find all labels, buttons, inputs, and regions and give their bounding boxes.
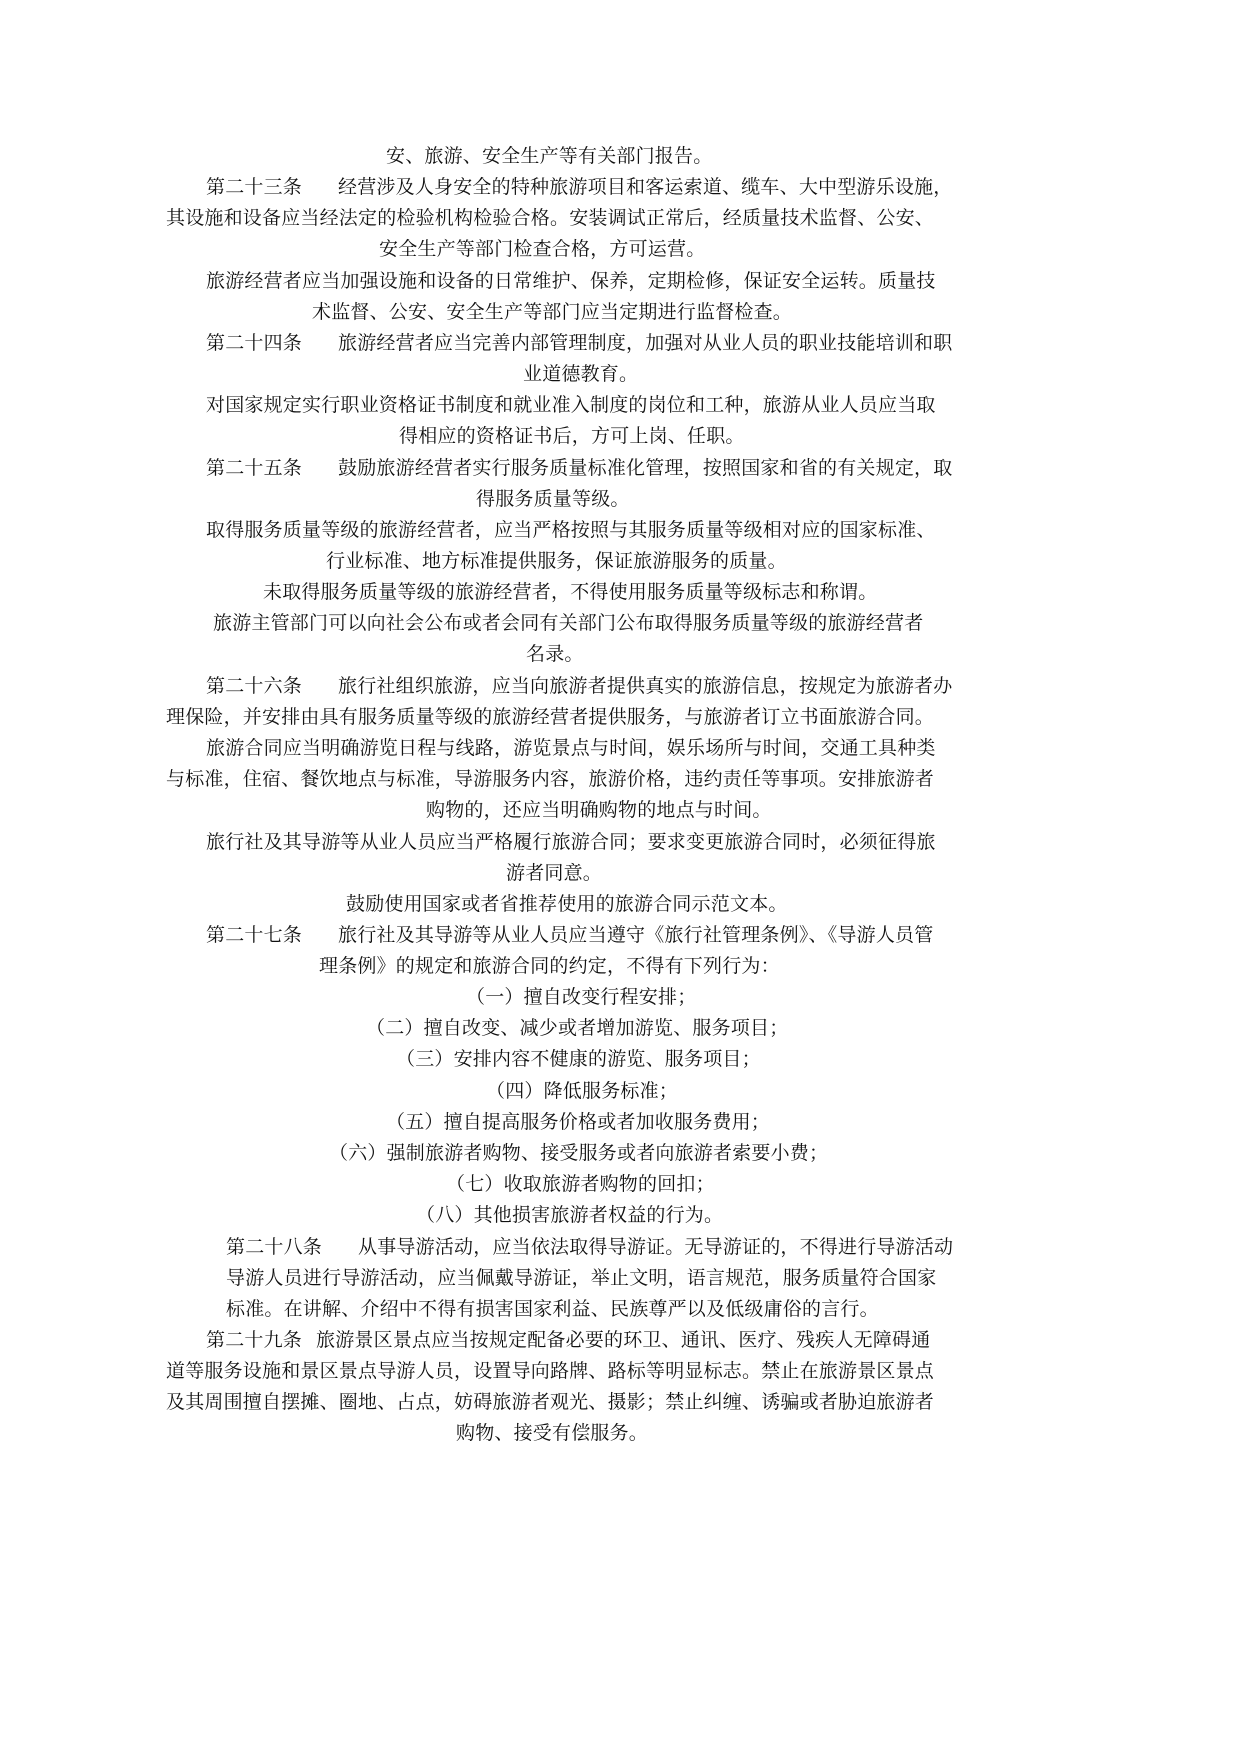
- article-23-line-2: 其设施和设备应当经法定的检验机构检验合格。安装调试正常后，经质量技术监督、公安、: [166, 207, 935, 229]
- article-23-line-4: 旅游经营者应当加强设施和设备的日常维护、保养，定期检修，保证安全运转。质量技: [206, 270, 936, 292]
- article-26-line-7: 游者同意。: [506, 862, 603, 884]
- article-24-line-3: 对国家规定实行职业资格证书制度和就业准入制度的岗位和工种，旅游从业人员应当取: [206, 394, 936, 416]
- article-26-heading: 第二十六条: [206, 675, 303, 697]
- article-23-line-5: 术监督、公安、安全生产等部门应当定期进行监督检查。: [312, 301, 793, 323]
- article-29-heading: 第二十九条: [206, 1329, 303, 1351]
- article-27-item-8: （八）其他损害旅游者权益的行为。: [416, 1204, 724, 1226]
- article-26-line-8: 鼓励使用国家或者省推荐使用的旅游合同示范文本。: [346, 893, 788, 915]
- article-29-line-2: 道等服务设施和景区景点导游人员，设置导向路牌、路标等明显标志。禁止在旅游景区景点: [166, 1360, 935, 1382]
- article-29-line-1: 第二十九条 旅游景区景点应当按规定配备必要的环卫、通讯、医疗、残疾人无障碍通: [206, 1329, 931, 1351]
- article-24-line-4: 得相应的资格证书后，方可上岗、任职。: [399, 425, 745, 447]
- article-27-item-5: （五）擅自提高服务价格或者加收服务费用；: [386, 1111, 771, 1133]
- article-28-line-1: 第二十八条 从事导游活动，应当依法取得导游证。无导游证的，不得进行导游活动: [226, 1236, 954, 1258]
- article-27-item-4: （四）降低服务标准；: [486, 1080, 679, 1102]
- article-27-item-1: （一）擅自改变行程安排；: [466, 986, 697, 1008]
- article-24-heading: 第二十四条: [206, 332, 303, 354]
- article-25-line-2: 得服务质量等级。: [476, 488, 630, 510]
- article-25-line-5: 未取得服务质量等级的旅游经营者，不得使用服务质量等级标志和称谓。: [263, 581, 878, 603]
- article-27-line-1: 第二十七条 旅行社及其导游等从业人员应当遵守《旅行社管理条例》、《导游人员管: [206, 924, 934, 946]
- article-27-heading: 第二十七条: [206, 924, 303, 946]
- article-26-line-2: 理保险，并安排由具有服务质量等级的旅游经营者提供服务，与旅游者订立书面旅游合同。: [166, 706, 935, 728]
- article-25-line-6: 旅游主管部门可以向社会公布或者会同有关部门公布取得服务质量等级的旅游经营者: [213, 612, 924, 634]
- article-27-line-2: 理条例》的规定和旅游合同的约定，不得有下列行为：: [319, 955, 780, 977]
- article-27-item-2: （二）擅自改变、减少或者增加游览、服务项目；: [366, 1017, 789, 1039]
- article-27-item-6: （六）强制旅游者购物、接受服务或者向旅游者索要小费；: [329, 1142, 829, 1164]
- article-26-line-6: 旅行社及其导游等从业人员应当严格履行旅游合同；要求变更旅游合同时，必须征得旅: [206, 831, 936, 853]
- article-23-line-1: 第二十三条 经营涉及人身安全的特种旅游项目和客运索道、缆车、大中型游乐设施，: [206, 176, 953, 198]
- article-28-line-3: 标准。在讲解、介绍中不得有损害国家利益、民族尊严以及低级庸俗的言行。: [226, 1298, 879, 1320]
- article-26-line-4: 与标准，住宿、餐饮地点与标准，导游服务内容，旅游价格，违约责任等事项。安排旅游者: [166, 768, 935, 790]
- article-23-heading: 第二十三条: [206, 176, 303, 198]
- article-25-line-4: 行业标准、地方标准提供服务，保证旅游服务的质量。: [326, 550, 787, 572]
- article-25-heading: 第二十五条: [206, 457, 303, 479]
- article-29-line-4: 购物、接受有偿服务。: [456, 1422, 649, 1444]
- article-27-item-7: （七）收取旅游者购物的回扣；: [446, 1173, 715, 1195]
- article-27-item-3: （三）安排内容不健康的游览、服务项目；: [396, 1048, 761, 1070]
- article-23-line-3: 安全生产等部门检查合格，方可运营。: [379, 238, 706, 260]
- article-25-line-7: 名录。: [526, 643, 584, 665]
- article-28-heading: 第二十八条: [226, 1236, 323, 1258]
- article-26-line-3: 旅游合同应当明确游览日程与线路，游览景点与时间，娱乐场所与时间，交通工具种类: [206, 737, 936, 759]
- article-26-line-1: 第二十六条 旅行社组织旅游，应当向旅游者提供真实的旅游信息，按规定为旅游者办: [206, 675, 953, 697]
- text-line-1: 安、旅游、安全生产等有关部门报告。: [386, 145, 713, 167]
- article-25-line-3: 取得服务质量等级的旅游经营者，应当严格按照与其服务质量等级相对应的国家标准、: [206, 519, 936, 541]
- article-26-line-5: 购物的，还应当明确购物的地点与时间。: [426, 799, 772, 821]
- article-25-line-1: 第二十五条 鼓励旅游经营者实行服务质量标准化管理，按照国家和省的有关规定，取: [206, 457, 953, 479]
- article-29-line-3: 及其周围擅自摆摊、圈地、占点，妨碍旅游者观光、摄影；禁止纠缠、诱骗或者胁迫旅游者: [166, 1391, 935, 1413]
- article-24-line-2: 业道德教育。: [523, 363, 639, 385]
- article-28-line-2: 导游人员进行导游活动，应当佩戴导游证，举止文明，语言规范，服务质量符合国家: [226, 1267, 937, 1289]
- article-24-line-1: 第二十四条 旅游经营者应当完善内部管理制度，加强对从业人员的职业技能培训和职: [206, 332, 953, 354]
